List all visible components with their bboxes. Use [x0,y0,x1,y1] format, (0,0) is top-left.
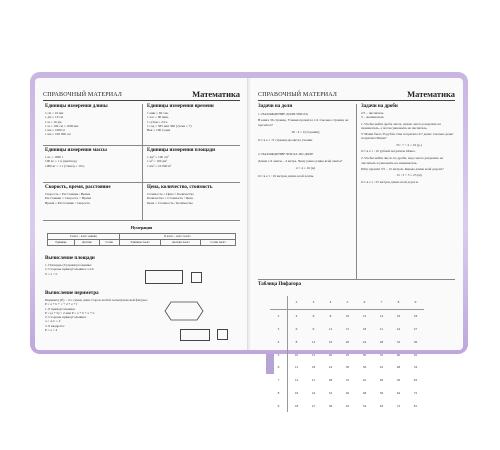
table-cell: 40 [396,352,401,357]
text-line: Пётр прошёл 3/5 – 15 метров. Какова длина всей дороги? [361,166,444,171]
table-cell: 42 [362,378,367,383]
left-page-header [43,86,240,101]
text-line: В книге 36 страниц. Ученик прочитал 1/4. Сколько страниц он прочитал? [258,118,349,127]
table-header-cell: 4 [322,296,339,309]
table-cell: 48 [362,390,367,395]
square-figure [217,329,228,340]
table-cell: 45 [345,403,350,408]
table-cell: Единицы [48,240,75,246]
table-cell: 72 [413,390,418,395]
length-units [45,104,140,137]
table-cell: 21 [379,326,384,331]
section-title: Единицы измерения длины [45,104,108,109]
numbering-table [47,233,236,246]
table-cell: 15 [345,326,350,331]
table-header-cell: 5 [339,296,356,309]
table-cell: 12 [362,314,367,319]
text-line: 1 м = 100 см = 1000 мм [45,123,79,128]
section-title: Единицы измерения массы [45,148,107,153]
table-row [270,361,424,374]
text-line: 1 дм² = 100 см² [147,155,169,159]
text-line: 35 : 7 × 2 = 10 (р.) [396,142,422,147]
row-header-cell: 8 [270,387,288,400]
text-line: О т в е т : 10 рублей потратила Маша. [361,149,416,154]
column-divider [142,104,143,220]
header-label: СПРАВОЧНЫЙ МАТЕРИАЛ [258,92,338,98]
text-line: О т в е т : 9 страниц прочитал ученик. [258,138,313,143]
pythagoras-section [258,282,301,289]
table-header-cell: 7 [373,296,390,309]
table-cell: 18 [294,403,299,408]
section-title: Задачи на дроби [361,104,398,109]
table-cell: 27 [413,326,418,331]
table-cell: 42 [379,365,384,370]
text-line: 3. P квадрата: [45,323,65,328]
row-header-cell: 5 [270,348,288,361]
table-cell: 12 [328,326,333,331]
text-line: 1 м = 10 дм [45,119,62,124]
table-cell: 35 [379,352,384,357]
speed-formulas [45,185,140,205]
table-header-cell: 6 [356,296,373,309]
table-cell: Единицы тысяч [119,240,161,246]
table-row [270,309,424,322]
table-header-cell: 8 [390,296,407,309]
text-line: 1. НАХОЖДЕНИЕ ДОЛИ ЧИСЛА [258,112,308,116]
table-row [270,348,424,361]
text-line: Стоимость = Цена × Количество [147,192,194,196]
row-divider [43,182,240,183]
table-cell: 30 [345,365,350,370]
row-divider [43,220,240,221]
text-line: P = a × 4 [45,328,58,333]
text-line: 2. Стороны прямоугольника: a и b [45,267,94,272]
text-line: У Маши было 35 рубля. Она потратила 2/7 денег. Сколько денег потратила Маша? [361,132,454,141]
row-header-cell: 3 [270,323,288,336]
table-row [270,374,424,387]
table-cell: 56 [379,390,384,395]
row-divider [258,279,455,280]
table-cell: 10 [294,352,299,357]
rectangle-figure [180,329,210,341]
section-title: Вычисление площади [45,256,95,261]
table-header-cell: 9 [407,296,424,309]
table-header-cell: 3 [305,296,322,309]
section-title: Задачи на доли [258,104,293,109]
text-line: 15 : 3 × 5 = 25 (м) [396,173,422,178]
text-line: P = a + b + c + d + e + f [45,302,78,307]
section-title: Таблица Пифагора [258,282,302,287]
text-line: S = a × b [45,271,58,276]
text-line: Количество = Стоимость / Цена [147,196,193,201]
right-page [250,78,463,408]
table-row [270,335,424,348]
rectangle-figure [145,270,183,284]
mass-units [45,148,140,168]
row-header-cell: 7 [270,374,288,387]
table-cell: 20 [345,339,350,344]
table-cell: 40 [345,390,350,395]
row-divider [43,145,240,146]
text-line: О т в е т : 25 метров длина всей дороги. [361,179,419,184]
table-cell: 32 [396,339,401,344]
table-cell: 49 [379,378,384,383]
text-line: Расстояние = Скорость × Время [45,196,91,201]
table-cell: 14 [379,314,384,319]
header-label: СПРАВОЧНЫЙ МАТЕРИАЛ [43,92,123,98]
table-cell: Сотни [99,240,119,246]
table-cell: 18 [311,365,316,370]
header-subject: Математика [192,89,240,99]
table-cell: 32 [328,390,333,395]
table-cell: 24 [311,390,316,395]
class-thousands-header: II класс – класс тысяч [119,234,235,240]
text-line: 4 × 4 = 16 (м) [295,166,316,171]
text-line: 5 – знаменатель [361,115,384,120]
table-cell: 36 [413,339,418,344]
header-subject: Математика [407,89,455,99]
table-cell: 16 [328,339,333,344]
table-cell: 6 [312,314,315,319]
text-line: 1. Чтобы найти дробь числа, нужно число разделить на знаменатель, а потом умножить на числитель. [361,121,441,130]
table-cell: 56 [396,378,401,383]
text-line: 100 кг = 1 ц (центнер) [45,159,77,164]
text-line: 1. Площадь (S) прямоугольника: [45,263,92,267]
text-line: 1 км² = 10 000 м² [147,163,172,168]
left-page [35,78,248,350]
right-page-header [258,86,455,101]
table-cell: 48 [396,365,401,370]
price-formulas [147,185,242,205]
text-line: a = 4, b = 2 [45,319,61,324]
table-cell: 8 [329,314,332,319]
text-line: 1 час = 60 мин. [147,115,169,120]
table-cell: 12 [294,365,299,370]
text-line: 1 год = 365 или 366 (сутки = 7) [147,123,192,128]
table-row [270,323,424,336]
table-row [270,387,424,400]
text-line: P = (a + b) × 2 или P = a + b + a + b [45,310,95,315]
text-line: 2/5 – числитель [361,111,384,115]
column-divider [356,104,357,279]
table-cell: 9 [312,326,315,331]
text-line: 36 : 4 = 9 (страниц) [291,129,320,134]
square-figure [191,272,202,283]
text-line: О т в е т : 16 метров длина всей ленты. [258,174,315,179]
table-cell: 81 [413,403,418,408]
table-cell: 54 [362,403,367,408]
table-cell: Десятки [74,240,99,246]
table-cell: 24 [396,326,401,331]
table-cell: 28 [328,378,333,383]
table-cell: 45 [413,352,418,357]
text-line: 1 кг = 1000 г [45,155,64,159]
row-header-cell: 9 [270,399,288,412]
table-cell: Сотни тысяч [201,240,236,246]
table-cell: 12 [311,339,316,344]
table-cell: 20 [328,352,333,357]
table-cell: 10 [345,314,350,319]
pythagoras-table [270,296,424,412]
table-cell: 24 [328,365,333,370]
text-line: 2. Стороны прямоугольника: [45,315,87,320]
text-line: 1 мин = 60 сек. [147,111,169,115]
text-line: 1000 кг = 1 т (тонна) = 10 ц [45,163,85,168]
text-line: 1 км = 100 000 см [45,132,71,137]
row-header-cell: 6 [270,361,288,374]
table-cell: Десятки тысяч [161,240,201,246]
table-cell: 15 [311,352,316,357]
class-units-header: I класс – класс единиц [48,234,120,240]
table-cell: 6 [295,326,298,331]
table-cell: 18 [413,314,418,319]
table-cell: 72 [396,403,401,408]
text-line: 1 сутки = 24 ч. [147,119,169,124]
text-line: 1 м² = 100 дм² [147,159,168,164]
text-line: Век = 100 годам [147,128,171,133]
text-line: 2. Чтобы найти число по дроби, надо число разделить на числитель и умножить на знаменатель. [361,156,444,165]
area-calculation [45,256,145,276]
row-header-cell: 4 [270,335,288,348]
table-cell: 36 [328,403,333,408]
section-title: Нумерация [130,225,153,230]
text-line: Скорость = Расстояние / Время [45,192,91,196]
table-row [270,399,424,412]
table-corner [270,296,288,309]
row-header-cell: 2 [270,309,288,322]
table-cell: 21 [311,378,316,383]
text-line: 1 см = 10 мм [45,111,64,115]
table-cell: 25 [345,352,350,357]
text-line: Периметр (P) – это сумма длин сторон любой геометрической фигуры: [45,298,148,302]
section-title: Вычисление периметра [45,291,99,296]
numbering-section [35,225,248,232]
text-line: 2. НАХОЖДЕНИЕ ЧИСЛА ПО ДОЛЕ [258,152,314,157]
text-line: Длина 1/4 ленты – 4 метра. Чему равна длина всей ленты? [258,158,343,163]
text-line: 1 км = 1000 м [45,128,65,133]
table-cell: 24 [362,339,367,344]
table-cell: 16 [396,314,401,319]
table-cell: 36 [362,365,367,370]
table-cell: 28 [379,339,384,344]
area-units [147,148,242,168]
text-line: Время = Расстояние / Скорость [45,200,91,205]
table-cell: 63 [379,403,384,408]
text-line: 1 дм = 10 см [45,115,63,120]
table-header-cell: 2 [288,296,306,309]
table-cell: 18 [362,326,367,331]
time-units [147,104,242,132]
text-line: 1. P прямоугольника: [45,306,76,311]
table-cell: 14 [294,378,299,383]
table-cell: 27 [311,403,316,408]
table-cell: 4 [295,314,298,319]
parts-problems [258,104,353,179]
table-cell: 54 [413,365,418,370]
text-line: Цена = Стоимость / Количество [147,200,193,205]
fraction-problems [361,104,457,184]
section-title: Цена, количество, стоимость [147,185,213,190]
table-cell: 64 [396,390,401,395]
perimeter-calculation [45,291,160,332]
section-title: Единицы измерения площади [147,148,216,153]
hexagon-figure [163,300,205,322]
table-cell: 16 [294,390,299,395]
table-cell: 8 [295,339,298,344]
table-cell: 63 [413,378,418,383]
table-cell: 35 [345,378,350,383]
table-cell: 30 [362,352,367,357]
section-title: Единицы измерения времени [147,104,214,109]
section-title: Скорость, время, расстояние [45,185,111,190]
